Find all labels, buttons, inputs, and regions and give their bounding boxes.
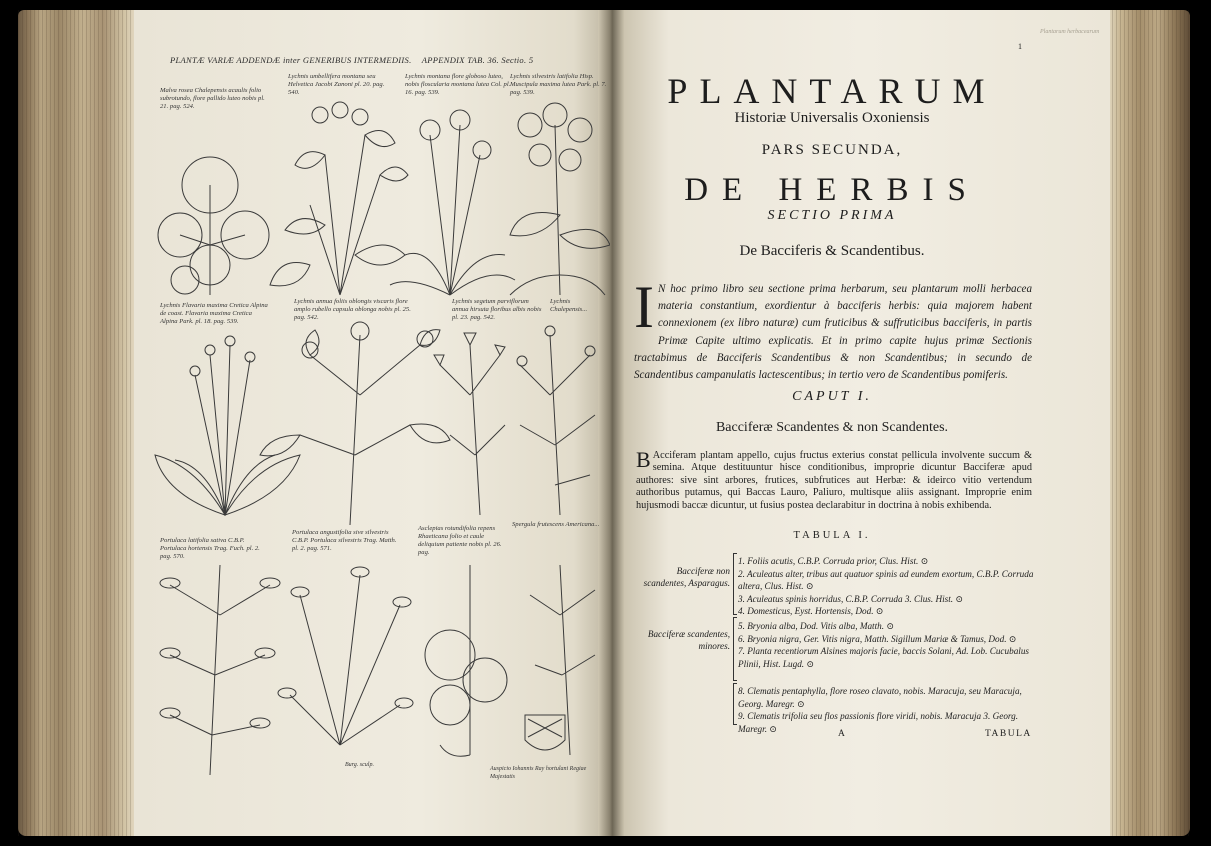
lychnis-umbellifera-plant (270, 102, 408, 295)
list-item: 5. Bryonia alba, Dod. Vitis alba, Matth. ⊙ (738, 621, 895, 631)
title: PLANTARUM (667, 71, 997, 111)
lychnis-annua-plant (260, 322, 450, 525)
plate-caption: Portulaca angustifolia sive silvestris C.B.P. Portulaca silvestris Trag. Matth. pl. 2. pag. 571. (292, 529, 397, 552)
plate-header (170, 55, 600, 65)
main-heading: DE HERBIS (684, 172, 980, 208)
dedication: Auspicio Iohannis Ray hortulani Regiae Majestatis (490, 766, 587, 780)
portulaca-sativa-plant (160, 565, 280, 775)
plate-header-right: APPENDIX TAB. 36. Sectio. 5 (421, 55, 534, 65)
group-items (738, 555, 1036, 618)
chapter-heading: CAPUT I. (792, 389, 872, 404)
section-heading: SECTIO PRIMA (767, 208, 897, 223)
list-item: 1. Foliis acutis, C.B.P. Corruda prior, Clus. Hist. ⊙ (738, 556, 929, 566)
plate-caption: Lychnis Flavaria maxima Cretica Alpina de coast. Flavaria maxima Cretica Alpina Park. pl. 18. pag. 539. (160, 302, 268, 325)
chapter-title: Bacciferæ Scandentes & non Scandentes. (715, 420, 949, 435)
brace (733, 617, 737, 681)
plate-caption: Lychnis umbellifera montana seu Helvetica Jacobi Zanoni pl. 20. pag. 540. (288, 73, 385, 96)
plate-caption: Spergula frutescens Americana... (512, 521, 600, 528)
list-item: 6. Bryonia nigra, Ger. Vitis nigra, Matth. Sigillum Mariæ & Tamus, Dod. ⊙ (738, 633, 1017, 644)
plate-header-left: PLANTÆ VARIÆ ADDENDÆ inter GENERIBUS INTERMEDIIS. (170, 55, 412, 65)
drop-cap: I (634, 274, 654, 340)
brace (733, 553, 737, 615)
table-title: TABULA I. (793, 530, 871, 541)
list-item: 4. Domesticus, Eyst. Hortensis, Dod. ⊙ (738, 606, 884, 617)
plate-caption: Lychnis annua foliis oblongis viscaris flore amplo rubello capsula oblonga nobis pl. 25. pag. 542. (294, 298, 411, 321)
catchword: TABULA (985, 729, 1032, 739)
plate-caption: Lychnis silvestris latifolia Hisp. Muscipula maxima lutea Park. pl. 7. pag. 539. (510, 73, 607, 96)
list-item: 3. Aculeatus spinis horridus, C.B.P. Corruda 3. Clus. Hist. ⊙ (738, 593, 964, 604)
portulaca-silvestris-plant (278, 567, 413, 745)
plate-caption: Malva rosea Chalepensis acaulis folio subrotundo, flore pallido luteo nobis pl. 21. pag. 524. (160, 87, 265, 110)
list-item: 8. Clematis pentaphylla, flore roseo clavato, nobis. Maracuja, seu Maracuja, Georg. Maregr. ⊙ (738, 686, 1022, 709)
coat-of-arms-icon (525, 715, 565, 750)
plate-caption: Lychnis Chalepensis... (550, 298, 588, 313)
lychnis-montana-plant (390, 110, 515, 295)
asclepias-plant (425, 565, 507, 756)
intro-paragraph (634, 274, 1032, 384)
lychnis-chalepensis-plant (517, 326, 595, 515)
spergula-plant (530, 565, 595, 755)
group-label: Bacciferæ scandentes, minores. (647, 629, 730, 651)
group-items (738, 620, 1036, 670)
malva-plant (158, 157, 269, 295)
lychnis-segetum-plant (434, 333, 505, 515)
group-items (738, 685, 1036, 735)
plate-caption: Portulaca latifolia sativa C.B.P. Portulaca hortensis Trag. Fuch. pl. 2. pag. 570. (160, 537, 260, 560)
right-page-edges (1108, 10, 1190, 836)
subtitle: Historiæ Universalis Oxoniensis (734, 110, 930, 126)
lychnis-silvestris-plant (510, 103, 610, 295)
left-page-edges (18, 10, 136, 836)
engraver-signature: Burg. sculp. (345, 762, 374, 768)
plate-caption: Lychnis segetum parviflorum annua hirsuta floribus albis nobis pl. 23. pag. 542. (452, 298, 542, 321)
plate-caption: Lychnis montana flore globoso luteo, nobis floscularia montana lutea Col. pl. 16. pag. 539. (405, 73, 511, 96)
flavaria-plant (155, 336, 300, 515)
group-label: Bacciferæ non scandentes, Asparagus. (643, 566, 730, 588)
section-title: De Bacciferis & Scandentibus. (739, 243, 925, 259)
drop-cap: B (636, 447, 651, 472)
brace (733, 683, 737, 725)
bleed-through-text: Plantarum herbacearum (1040, 29, 1100, 35)
plate-caption: Asclepias rotundifolia repens Rhaeticana folio et caule deliquium patiente nobis pl. 26. pag. (418, 525, 502, 556)
list-item: 9. Clematis trifolia seu flos passionis flore viridi, nobis. Maracuja 3. Georg. Maregr. ⊙ (738, 711, 1019, 734)
part-heading: PARS SECUNDA, (761, 142, 903, 158)
botanical-engravings (150, 95, 610, 785)
intro-text: N hoc primo libro seu sectione prima herbarum, seu plantarum molli herbacea materia constantium, exordientur à bacciferis herbis: quia majorem habent connexionem (ex libro naturæ) cum fruticibus & suffruticibus bacciferis, in partis Primæ Capite ultimo explicatis. Et in primo capite hujus primæ Sectionis tractabimus de Bacciferis Scandentibus & non Scandentibus; in secundo de Scandentibus campanulatis lactescentibus; in tertio vero de Scandentibus pomiferis. (634, 283, 1032, 382)
list-item: 7. Planta recentiorum Alsines majoris facie, baccis Solani, Ad. Lob. Cucubalus Plinii, Hist. Lugd. ⊙ (738, 646, 1030, 669)
body-text: Acciferam plantam appello, cujus fructus exterius constat pellicula involvente succum & semina. Atque destituuntur hisce conditionibus, improprie dicuntur Bacciferæ apud authores: sive sint arbores, frutices, subfrutices aut Herbæ: & ideirco vitio vertendum authoribus putamus, qui Baccas Lauro, Paliuro, multisque aliis assignant. Improprie enim hujusmodi baccæ dicuntur, ut fusius postea declarabitur in doctrina à nobis exhibenda. (636, 450, 1032, 511)
signature-mark: A (838, 729, 847, 739)
body-paragraph (636, 447, 1032, 512)
list-item: 2. Aculeatus alter, tribus aut quatuor spinis ad eundem exortum, C.B.P. Corruda altera, Clus. Hist. ⊙ (738, 568, 1034, 592)
page-number: 1 (1018, 42, 1022, 51)
